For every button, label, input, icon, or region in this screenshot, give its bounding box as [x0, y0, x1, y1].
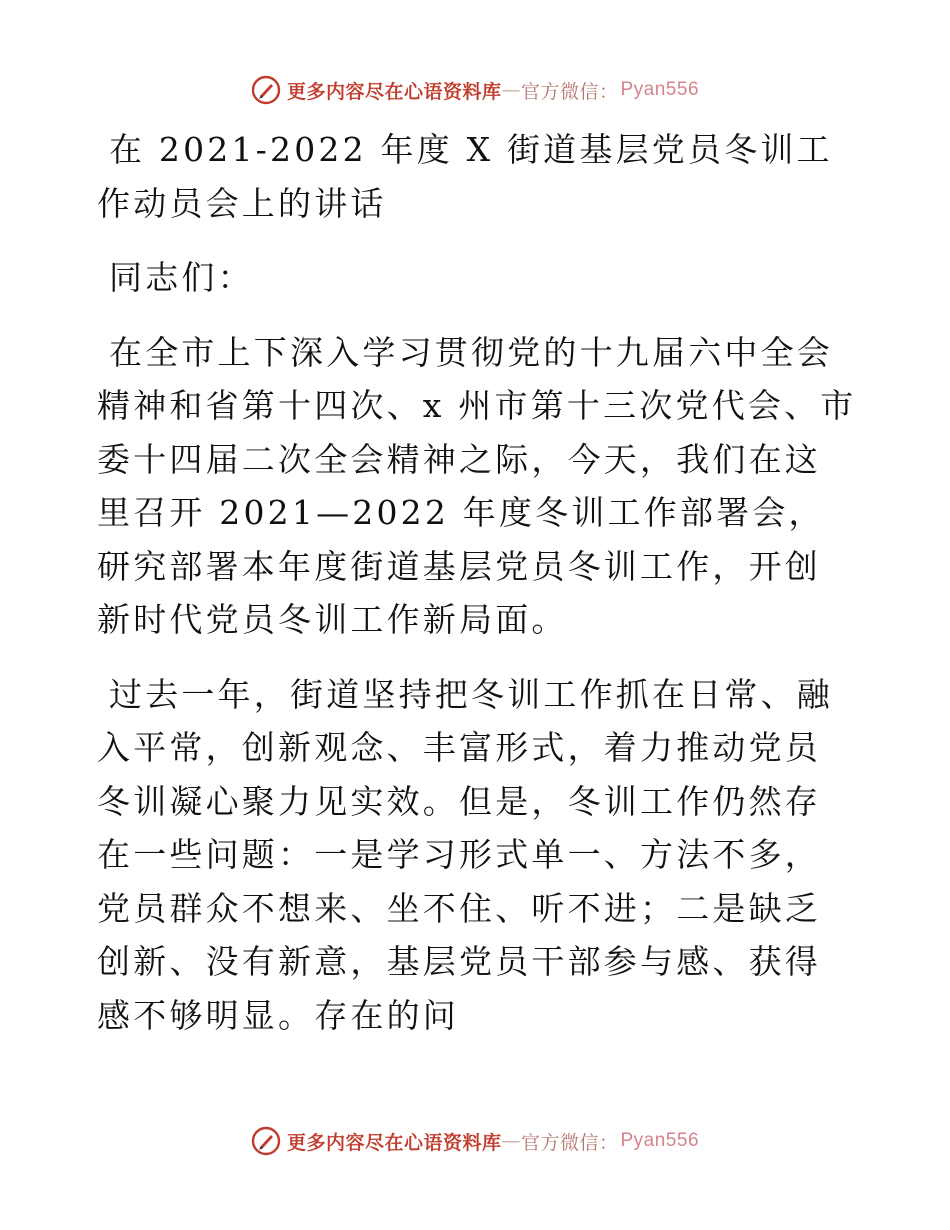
footer-watermark — [0, 1121, 950, 1161]
wechat-label: 官方微信： — [520, 1131, 619, 1154]
greeting: 同志们： — [109, 258, 254, 297]
wechat-label: 官方微信： — [520, 80, 619, 103]
document-body — [97, 123, 857, 1063]
watermark-text: 更多内容尽在心语资料库 — [286, 1131, 502, 1154]
wechat-id: Pyan556 — [620, 1130, 700, 1151]
paragraph-1: 在全市上下深入学习贯彻党的十九届六中全会精神和省第十四次、x 州市第十三次党代会、市委十四届二次全会精神之际，今天，我们在这里召开 2021—2022 年度冬训工作部署会，研究部署本年度街道基层党员冬训工作，开创新时代党员冬训工作新局面。 — [97, 332, 857, 639]
paragraph-2: 过去一年，街道坚持把冬训工作抓在日常、融入平常，创新观念、丰富形式，着力推动党员冬训凝心聚力见实效。但是，冬训工作仍然存在一些问题：一是学习形式单一、方法不多，党员群众不想来、坐不住、听不进；二是缺乏创新、没有新意，基层党员干部参与感、获得感不够明显。存在的问 — [97, 674, 833, 1035]
watermark-separator: — — [501, 1130, 521, 1152]
quill-pen-logo-icon — [251, 1126, 281, 1156]
speech-title: 在 2021-2022 年度 X 街道基层党员冬训工作动员会上的讲话 — [97, 130, 833, 223]
header-watermark — [0, 70, 950, 110]
watermark-text: 更多内容尽在心语资料库 — [286, 80, 502, 103]
wechat-id: Pyan556 — [620, 79, 700, 100]
quill-pen-logo-icon — [251, 75, 281, 105]
watermark-separator: — — [501, 79, 521, 101]
